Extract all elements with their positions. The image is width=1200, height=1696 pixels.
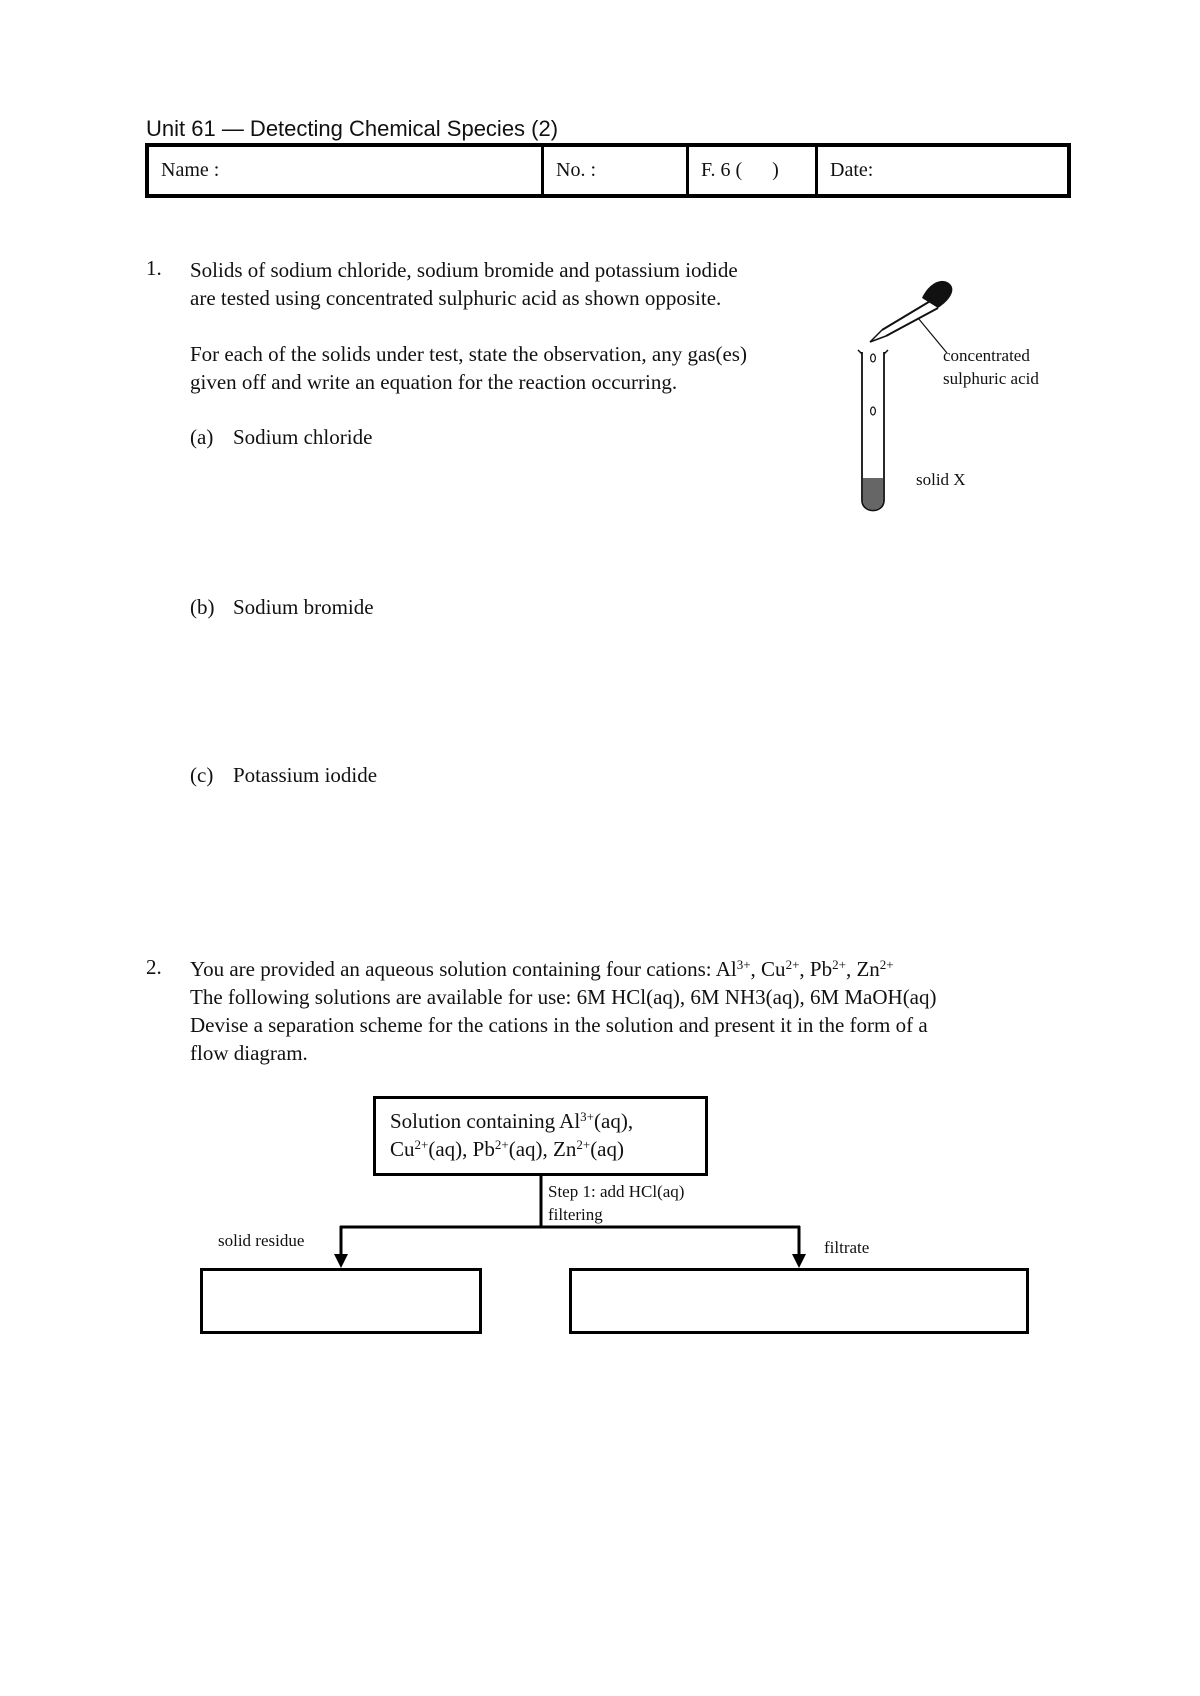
q1-task-line2: given off and write an equation for the reaction occurring. [190, 370, 678, 394]
q1-part-b-text: Sodium bromide [233, 595, 374, 619]
step1-line2: filtering [548, 1205, 603, 1224]
step1-label [548, 1180, 684, 1226]
q1-task-line1: For each of the solids under test, state the observation, any gas(es) [190, 342, 747, 366]
q2-line1-prefix: You are provided an aqueous solution containing four cations: [190, 957, 716, 981]
step1-line1: Step 1: add HCl(aq) [548, 1182, 685, 1201]
name-cell: Name : [147, 145, 543, 196]
solid-residue-box[interactable] [200, 1268, 482, 1334]
flow-zn-charge: 2+ [576, 1137, 591, 1152]
solid-x-label: solid X [916, 470, 966, 489]
cation-cu-charge: 2+ [785, 957, 800, 972]
flow-pb-charge: 2+ [494, 1137, 509, 1152]
date-cell: Date: [817, 145, 1070, 196]
filtrate-label: filtrate [824, 1238, 870, 1257]
cation-pb-symbol: Pb [809, 957, 833, 981]
flow-pb-symbol: Pb [472, 1137, 495, 1161]
q1-part-a-label: (a) [190, 425, 214, 449]
q2-line3: Devise a separation scheme for the cations in the solution and present it in the form of a [190, 1013, 928, 1037]
flow-pb-suffix: (aq), [508, 1137, 554, 1161]
flow-cu-suffix: (aq), [428, 1137, 473, 1161]
q2-line4: flow diagram. [190, 1041, 308, 1065]
q1-intro-line2: are tested using concentrated sulphuric acid as shown opposite. [190, 286, 722, 310]
q2-line1: You are provided an aqueous solution containing four cations: $Al^{3+}$, $Cu^{2+}$, $Pb^{2+}$, $Zn^{2+}$ [190, 957, 894, 981]
flow-start-line1-sup: 3+ [580, 1109, 595, 1124]
cation-pb-charge: 2+ [832, 957, 846, 972]
q1-part-c-text: Potassium iodide [233, 763, 378, 787]
flow-start-line1-b: (aq), [594, 1109, 634, 1133]
q1-intro-line1: Solids of sodium chloride, sodium bromide and potassium iodide [190, 258, 738, 282]
arrow-down-icon [334, 1254, 348, 1268]
q1-number: 1. [146, 256, 162, 280]
arrow-down-icon-2 [792, 1254, 806, 1268]
cation-al-charge: 3+ [736, 957, 751, 972]
q2-line2: The following solutions are available for use: 6M HCl(aq), 6M NH3(aq), 6M MaOH(aq) [190, 985, 937, 1009]
q1-part-c-label: (c) [190, 763, 214, 787]
cation-cu-symbol: Cu [761, 957, 786, 981]
cation-zn-symbol: Zn [856, 957, 880, 981]
solid-residue-label: solid residue [218, 1231, 305, 1250]
flow-zn-symbol: Zn [553, 1137, 577, 1161]
flow-cu-symbol: Cu [390, 1137, 415, 1161]
acid-label-line1: concentrated [943, 346, 1030, 365]
page-title: Unit 61 — Detecting Chemical Species (2) [146, 116, 559, 141]
flow-zn-suffix: (aq) [590, 1137, 624, 1161]
cation-al-symbol: Al [715, 957, 737, 981]
q1-part-a-text: Sodium chloride [233, 425, 373, 449]
flow-start-line1-a: Solution containing Al [390, 1109, 581, 1133]
q1-part-b-label: (b) [190, 595, 215, 619]
cation-zn-charge: 2+ [879, 957, 894, 972]
acid-label-line2: sulphuric acid [943, 369, 1039, 388]
q2-number: 2. [146, 955, 162, 979]
flow-cu-charge: 2+ [414, 1137, 429, 1152]
class-cell: F. 6 ( ) [688, 145, 817, 196]
number-cell: No. : [543, 145, 688, 196]
filtrate-box[interactable] [569, 1268, 1029, 1334]
